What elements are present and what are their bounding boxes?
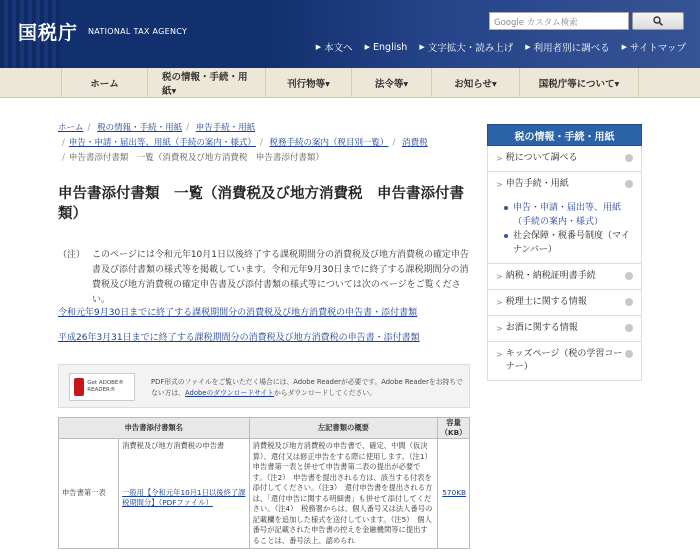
expand-icon: [625, 298, 633, 306]
triangle-icon: ▶: [525, 43, 531, 51]
breadcrumb-link[interactable]: 申告・申請・届出等、用紙（手続の案内・様式）: [68, 138, 256, 148]
search-button[interactable]: [632, 12, 684, 30]
expand-icon: [625, 272, 633, 280]
nav-publications[interactable]: 刊行物等▾: [265, 68, 351, 98]
adobe-reader-notice: [58, 364, 470, 408]
table-header-row: [59, 418, 470, 439]
bullet-icon: [504, 206, 508, 210]
breadcrumb-link[interactable]: 消費税: [402, 138, 428, 148]
expand-icon: [625, 324, 633, 332]
page-title: 申告書添付書類 一覧（消費税及び地方消費税 申告書添付書類）: [58, 186, 464, 222]
expand-icon: [625, 350, 633, 358]
breadcrumb-link[interactable]: ホーム: [58, 123, 84, 133]
utility-link-by-user[interactable]: ▶ 利用者別に調べる: [525, 43, 610, 54]
adobe-download-link[interactable]: Adobeのダウンロードサイト: [184, 389, 274, 397]
sidebar-subitem-mynumber[interactable]: 社会保障・税番号制度（マイナンバー）: [504, 229, 633, 257]
chevron-right-icon: >: [496, 350, 503, 359]
column-header-name: 申告書添付書類名: [59, 418, 250, 439]
adobe-badge-text: Get ADOBE® READER®: [87, 380, 124, 393]
chevron-right-icon: >: [496, 154, 503, 163]
site-logo[interactable]: 国税庁: [18, 22, 79, 44]
nav-laws[interactable]: 法令等▾: [351, 68, 431, 98]
sidebar-item-liquor[interactable]: > お酒に関する情報: [487, 316, 642, 342]
nav-tax-info[interactable]: 税の情報・手続・用紙▾: [147, 68, 265, 98]
utility-links: [316, 40, 686, 54]
column-header-summary: 左記書類の概要: [249, 418, 438, 439]
get-adobe-reader-badge[interactable]: [69, 373, 135, 401]
triangle-icon: ▶: [315, 43, 322, 51]
search-icon: [653, 16, 663, 26]
utility-link-english[interactable]: ▶ English: [364, 41, 408, 53]
sidebar-item-tax-accountant[interactable]: > 税理士に関する情報: [487, 290, 642, 316]
forms-table: [58, 417, 470, 549]
sidebar-item-kids[interactable]: > キッズページ（税の学習コーナー）: [487, 342, 642, 381]
chevron-right-icon: >: [496, 298, 503, 307]
site-logo-english: NATIONAL TAX AGENCY: [88, 27, 188, 36]
row-file-size[interactable]: 570KB: [438, 439, 470, 549]
breadcrumb-current: 申告書添付書類 一覧（消費税及び地方消費税 申告書添付書類）: [68, 153, 324, 163]
adobe-reader-message: PDF形式のファイルをご覧いただく場合には、Adobe Readerが必要です。Adobe Readerをお持ちでない方は、Adobeのダウンロードサイトからダウンロードしてください。: [151, 378, 463, 397]
utility-link-sitemap[interactable]: ▶ サイトマップ: [621, 43, 686, 54]
row-description: 消費税及び地方消費税の申告書で、確定、中間（仮決算）、還付又は修正申告をする際に使用します。（注1） 申告書第一表と併せて申告書第二表の提出が必要です。（注2） 申告書を提出される方は、該当する付表を添付してください。（注3） 還付申告書を提出される方は、「還付申告に関する明細書」も併せて添付してください。（注4） 税務署からは、個人番号又は法人番号の記載欄を追加した様式を送付しています。（注5） 個人番号が記載された申告書の控えを金融機関等に提出することは、番号法上、認められ: [249, 439, 438, 549]
sidebar-title[interactable]: 税の情報・手続・用紙: [487, 124, 642, 146]
chevron-right-icon: >: [496, 272, 503, 281]
triangle-icon: ▶: [621, 43, 628, 51]
site-header: [0, 0, 700, 68]
breadcrumb-link[interactable]: 申告手続・用紙: [195, 123, 256, 133]
column-header-size: 容量（KB）: [438, 418, 470, 439]
nav-home[interactable]: ホーム: [61, 68, 147, 98]
row-category: 申告書第一表: [59, 439, 119, 549]
breadcrumb-link[interactable]: 税の情報・手続・用紙: [97, 123, 183, 133]
sidebar-item-filing[interactable]: > 申告手続・用紙: [487, 172, 642, 197]
utility-link-zoom[interactable]: ▶ 文字拡大・読み上げ: [419, 43, 514, 54]
sidebar-item-payment[interactable]: > 納税・納税証明書手続: [487, 264, 642, 290]
nav-about[interactable]: 国税庁等について▾: [519, 68, 639, 98]
utility-link-main[interactable]: ▶ 本文へ: [315, 43, 353, 54]
sidebar: [487, 124, 642, 381]
breadcrumb: ホーム / 税の情報・手続・用紙 / 申告手続・用紙 / 申告・申請・届出等、用紙（手続の案内・様式） / 税務手続の案内（税目別一覧） / 消費税 / 申告書添付書類 一覧（消費税及び地方消費税 申告書添付書類）: [58, 123, 428, 163]
link-pre-2019[interactable]: 令和元年9月30日までに終了する課税期間分の消費税及び地方消費税の申告書・添付書類: [58, 308, 418, 318]
table-row: [59, 439, 470, 549]
sidebar-item-tax-search[interactable]: > 税について調べる: [487, 146, 642, 172]
search-input[interactable]: Google カスタム検索: [489, 12, 629, 30]
row-document-name: 消費税及び地方消費税の申告書: [122, 441, 225, 450]
chevron-right-icon: >: [496, 180, 503, 189]
bullet-icon: [504, 234, 508, 238]
adobe-pdf-icon: [74, 378, 84, 396]
row-document-cell: [119, 439, 250, 549]
sidebar-subitem-forms[interactable]: 申告・申請・届出等、用紙（手続の案内・様式）: [504, 201, 633, 229]
notice: [58, 248, 470, 308]
link-pre-2014[interactable]: 平成26年3月31日までに終了する課税期間分の消費税及び地方消費税の申告書・添付書類: [58, 333, 420, 343]
triangle-icon: ▶: [419, 43, 425, 51]
triangle-icon: ▶: [364, 43, 371, 51]
sidebar-submenu: [487, 197, 642, 264]
notice-label: （注）: [58, 250, 86, 260]
row-pdf-link[interactable]: 一般用【令和元年10月1日以後終了課税期間分】（PDFファイル）: [122, 487, 246, 507]
breadcrumb-link[interactable]: 税務手続の案内（税目別一覧）: [269, 138, 389, 148]
nav-news[interactable]: お知らせ▾: [431, 68, 519, 98]
expand-icon: [625, 180, 633, 188]
expand-icon: [625, 154, 633, 162]
header-background: [270, 0, 700, 68]
chevron-right-icon: >: [496, 324, 503, 333]
global-nav: [0, 68, 700, 98]
notice-text: このページには令和元年10月1日以後終了する課税期間分の消費税及び地方消費税の確定申告書及び添付書類の様式等を掲載しています。令和元年9月30日までに終了する課税期間分の消費税及び地方消費税の確定申告書及び添付書類の様式等については次のページをご覧ください。: [92, 250, 470, 305]
